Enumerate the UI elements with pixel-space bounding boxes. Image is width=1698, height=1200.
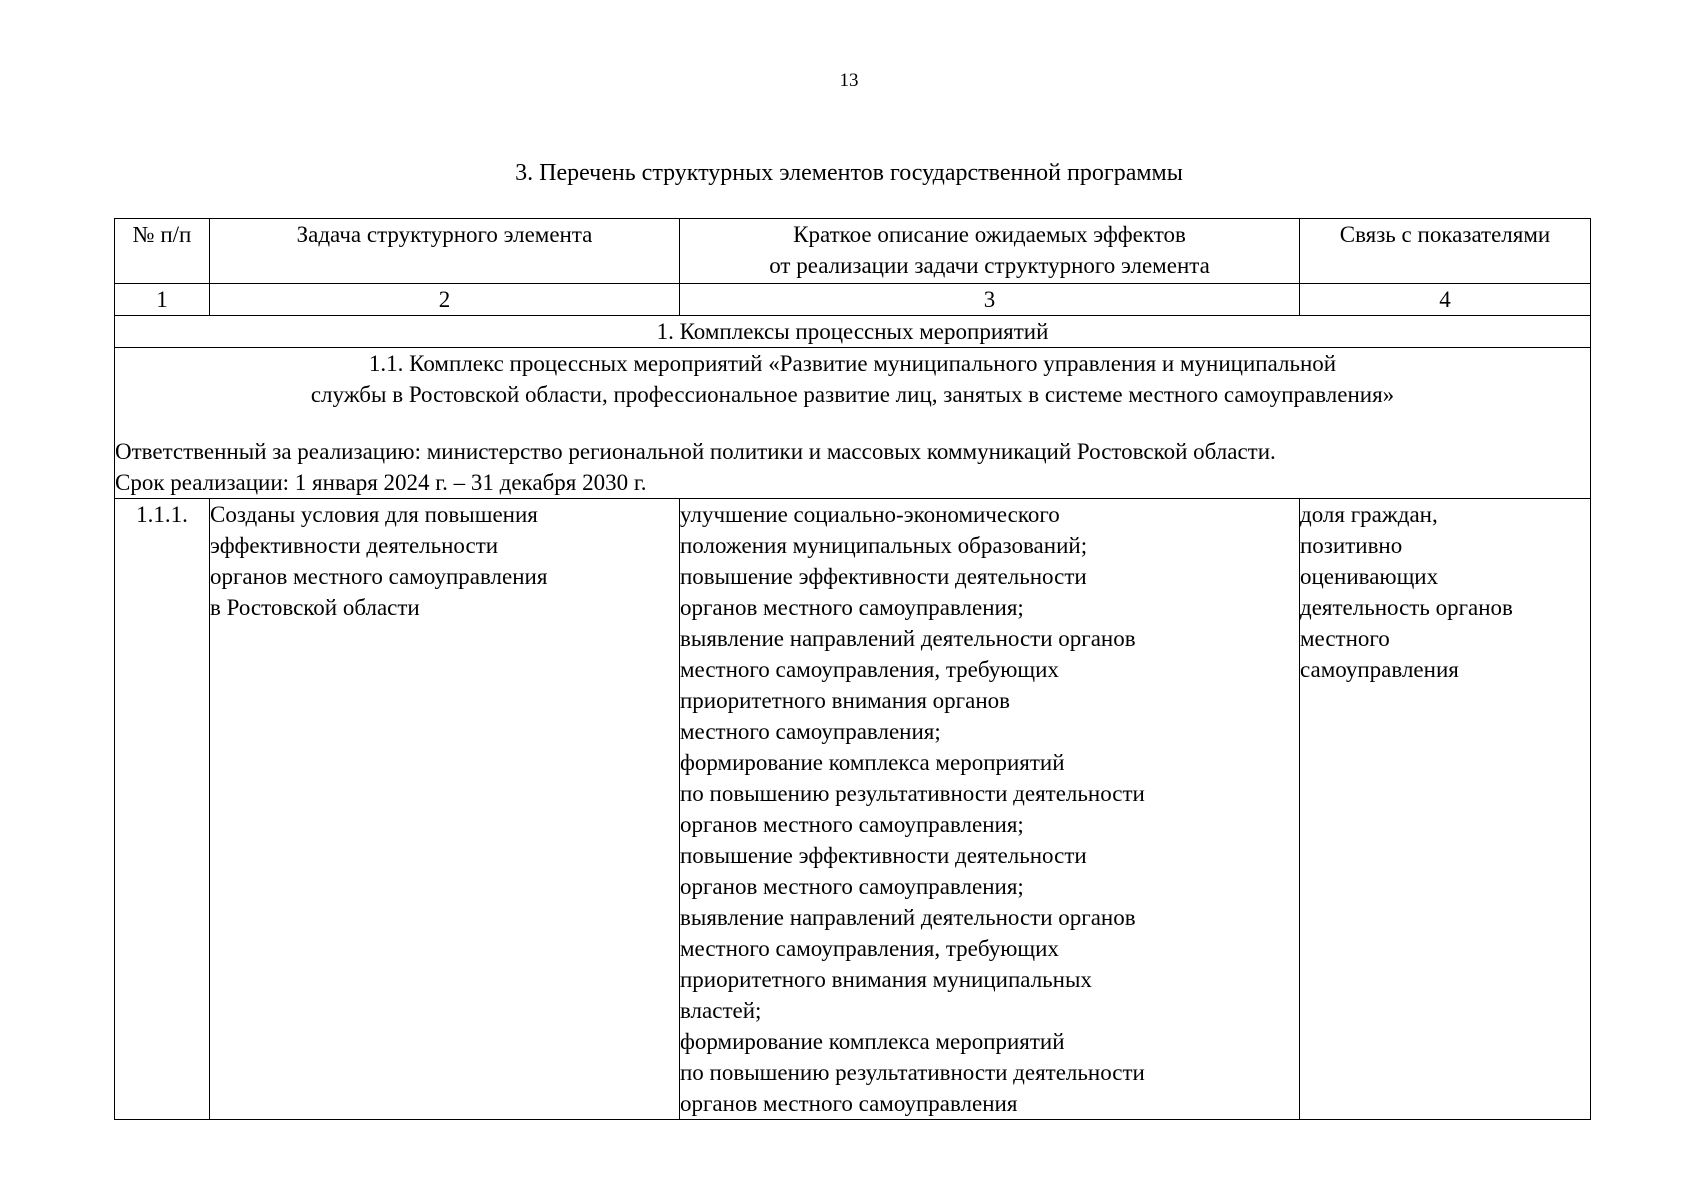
effect-line: по повышению результативности деятельности (680, 781, 1145, 806)
effect-line: органов местного самоуправления; (680, 874, 1024, 899)
task-cell (210, 499, 680, 1120)
indicator-line: позитивно (1300, 533, 1403, 558)
header-effects-line: от реализации задачи структурного элемента (769, 253, 1210, 278)
effect-line: формирование комплекса мероприятий (680, 750, 1065, 775)
row-number: 1.1.1. (115, 499, 210, 1120)
column-number: 1 (115, 284, 210, 316)
effect-line: властей; (680, 998, 762, 1023)
effect-line: выявление направлений деятельности органов (680, 626, 1136, 651)
task-line: эффективности деятельности (210, 533, 499, 558)
subsection-title-line: службы в Ростовской области, профессиональное развитие лиц, занятых в системе местного самоуправления» (310, 382, 1395, 407)
indicator-line: деятельность органов (1300, 595, 1513, 620)
term-text: Срок реализации: 1 января 2024 г. – 31 декабря 2030 г. (115, 470, 647, 495)
effect-line: формирование комплекса мероприятий (680, 1029, 1065, 1054)
effect-line: повышение эффективности деятельности (680, 564, 1087, 589)
effect-line: по повышению результативности деятельности (680, 1060, 1145, 1085)
effect-line: приоритетного внимания муниципальных (680, 967, 1092, 992)
structural-elements-table (114, 218, 1591, 1120)
column-number: 3 (680, 284, 1300, 316)
indicator-line: самоуправления (1300, 657, 1459, 682)
section-row (115, 316, 1591, 348)
effects-cell (680, 499, 1300, 1120)
indicator-line: оценивающих (1300, 564, 1439, 589)
effect-line: повышение эффективности деятельности (680, 843, 1087, 868)
column-number: 2 (210, 284, 680, 316)
effect-line: приоритетного внимания органов (680, 688, 1010, 713)
section-title: 1. Комплексы процессных мероприятий (115, 316, 1591, 348)
responsible-text: Ответственный за реализацию: министерство региональной политики и массовых коммуникаций Ростовской области. (115, 439, 1276, 464)
header-cell-effects (680, 219, 1300, 284)
header-effects-line: Краткое описание ожидаемых эффектов (793, 222, 1186, 247)
effect-line: выявление направлений деятельности органов (680, 905, 1136, 930)
effect-line: органов местного самоуправления (680, 1091, 1018, 1116)
effect-line: положения муниципальных образований; (680, 533, 1088, 558)
indicator-line: местного (1300, 626, 1390, 651)
effect-line: органов местного самоуправления; (680, 812, 1024, 837)
effect-line: улучшение социально-экономического (680, 502, 1060, 527)
subsection-cell (115, 348, 1591, 499)
effect-line: местного самоуправления, требующих (680, 936, 1059, 961)
subsection-row (115, 348, 1591, 499)
column-number-row (115, 284, 1591, 316)
table-header-row (115, 219, 1591, 284)
page-number: 13 (839, 70, 859, 91)
header-cell-task: Задача структурного элемента (210, 219, 680, 284)
effect-line: органов местного самоуправления; (680, 595, 1024, 620)
page-title: 3. Перечень структурных элементов государственной программы (515, 160, 1183, 186)
task-line: органов местного самоуправления (210, 564, 548, 589)
effect-line: местного самоуправления; (680, 719, 941, 744)
column-number: 4 (1300, 284, 1591, 316)
header-cell-number: № п/п (115, 219, 210, 284)
indicator-line: доля граждан, (1300, 502, 1438, 527)
effect-line: местного самоуправления, требующих (680, 657, 1059, 682)
task-line: в Ростовской области (210, 595, 420, 620)
indicators-cell (1300, 499, 1591, 1120)
table-row (115, 499, 1591, 1120)
task-line: Созданы условия для повышения (210, 502, 538, 527)
header-cell-indicators: Связь с показателями (1300, 219, 1591, 284)
subsection-title-line: 1.1. Комплекс процессных мероприятий «Развитие муниципального управления и муниципальной (368, 351, 1337, 376)
